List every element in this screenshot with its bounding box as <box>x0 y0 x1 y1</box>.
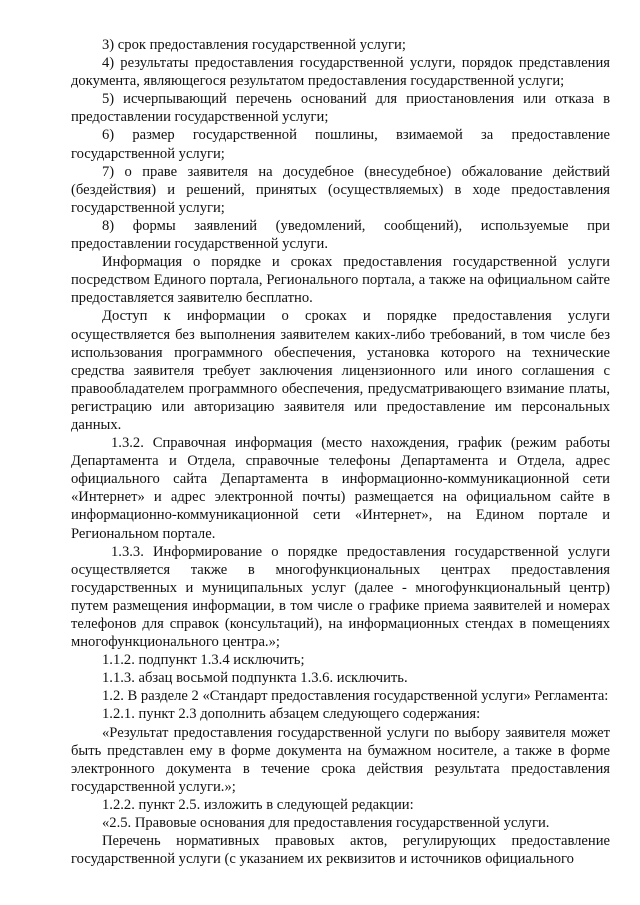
paragraph-item-5: 5) исчерпывающий перечень оснований для приостановления или отказа в предоставлении государственной услуги; <box>71 91 610 126</box>
paragraph-info-portal: Информация о порядке и сроках предоставления государственной услуги посредством Единого портала, Регионального портала, а также на официальном сайте предоставляется заявителю бесплатно. <box>71 254 610 307</box>
paragraph-1-2-1: 1.2.1. пункт 2.3 дополнить абзацем следующего содержания: <box>102 706 481 723</box>
paragraph-item-6: 6) размер государственной пошлины, взимаемой за предоставление государственной услуги; <box>71 127 610 162</box>
paragraph-item-7: 7) о праве заявителя на досудебное (внесудебное) обжалование действий (бездействия) и решений, принятых (осуществляемых) в ходе предоставления государственной услуги; <box>71 163 610 216</box>
paragraph-1-2: 1.2. В разделе 2 «Стандарт предоставления государственной услуги» Регламента: <box>102 688 609 705</box>
document-page <box>71 36 610 868</box>
paragraph-item-3: 3) срок предоставления государственной услуги; <box>102 37 406 53</box>
paragraph-1-1-3: 1.1.3. абзац восьмой подпункта 1.3.6. исключить. <box>102 670 408 687</box>
paragraph-item-8: 8) формы заявлений (уведомлений, сообщений), используемые при предоставлении государственной услуги. <box>71 217 610 253</box>
paragraph-item-4: 4) результаты предоставления государственной услуги, порядок представления документа, являющегося результатом предоставления государственной услуги; <box>71 55 610 90</box>
paragraph-1-2-2: 1.2.2. пункт 2.5. изложить в следующей редакции: <box>102 796 414 813</box>
paragraph-1-1-2: 1.1.2. подпункт 1.3.4 исключить; <box>102 652 305 669</box>
paragraph-result-quote: «Результат предоставления государственной услуги по выбору заявителя может быть представлен ему в форме документа на бумажном носителе, а также в форме электронного документа в течение срока действия результата предоставления государственной услуги.»; <box>71 724 610 795</box>
paragraph-2-5: «2.5. Правовые основания для предоставления государственной услуги. <box>102 815 550 832</box>
paragraph-1-3-3: 1.3.3. Информирование о порядке предоставления государственной услуги осуществляется также в многофункциональных центрах предоставления государственных и муниципальных услуг (далее - многофункциональный центр) путем размещения информации, в том числе о графике приема заявителей и номерах телефонов для справок (консультаций), на информационных стендах в помещениях многофункционального центра.»; <box>71 543 610 651</box>
paragraph-access: Доступ к информации о сроках и порядке предоставления услуги осуществляется без выполнения заявителем каких-либо требований, в том числе без использования программного обеспечения, установка которого на технические средства заявителя требует заключения лицензионного или иного соглашения с правообладателем программного обеспечения, предусматривающего взимание платы, регистрацию или авторизацию заявителя или предоставление им персональных данных. <box>71 308 610 433</box>
paragraph-legal-acts: Перечень нормативных правовых актов, регулирующих предоставление государственной услуги (с указанием их реквизитов и источников официального <box>71 833 610 868</box>
paragraph-1-3-2: 1.3.2. Справочная информация (место нахождения, график (режим работы Департамента и Отдела, справочные телефоны Департамента и Отдела, адрес официального сайта Департамента в информационно-коммуникационной сети «Интернет» и адрес электронной почты) размещается на официальном сайте в информационно-коммуникационной сети «Интернет», на Едином портале и Региональном портале. <box>71 435 610 542</box>
